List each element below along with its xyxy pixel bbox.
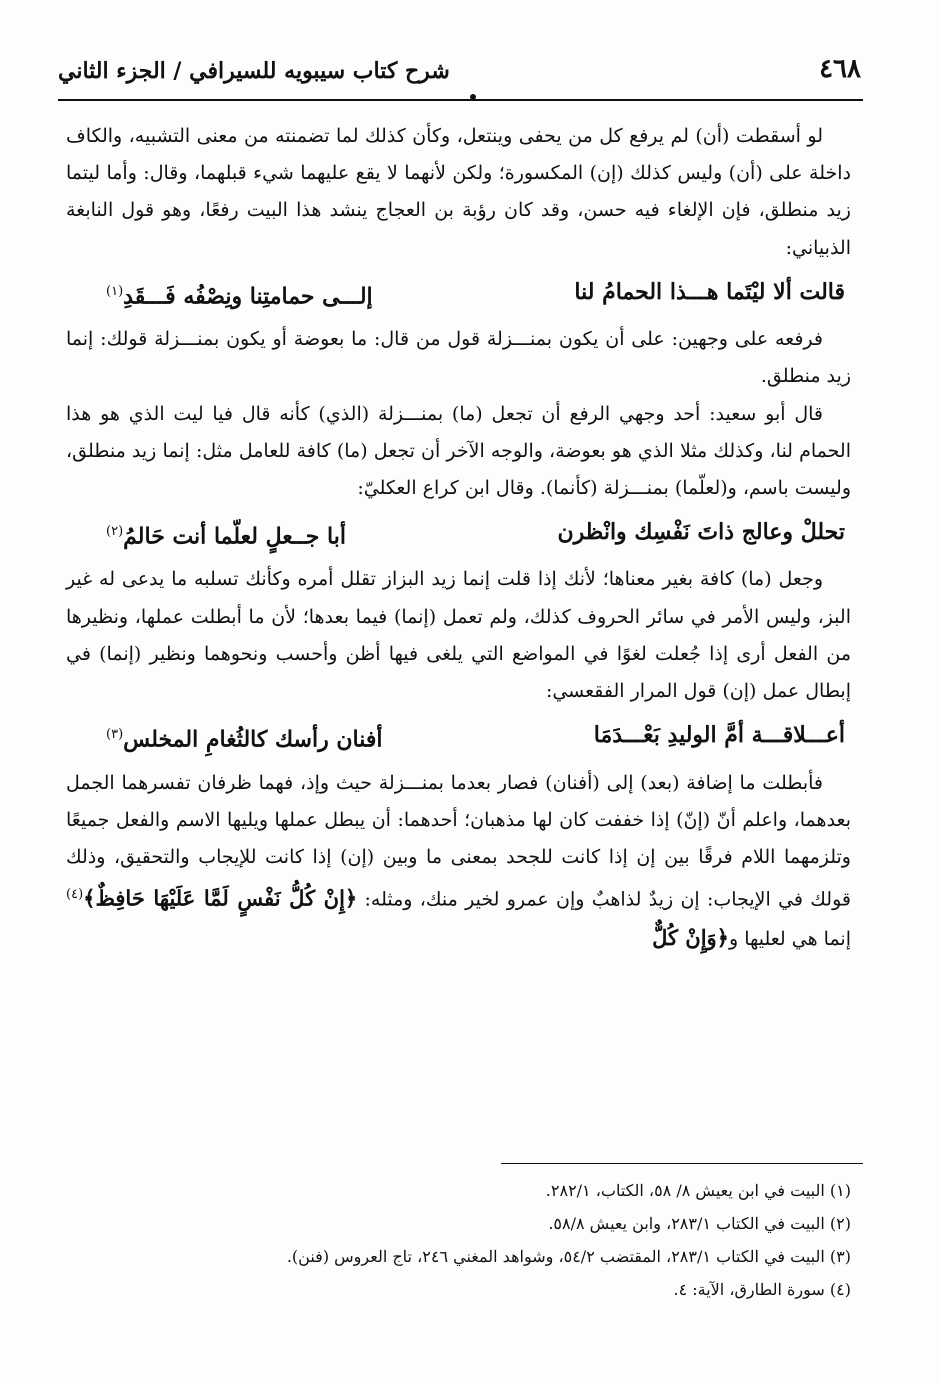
paragraph-2: فرفعه على وجهين: على أن يكون بمنـــزلة قول من قال: ما بعوضة أو يكون بمنـــزلة قولك: إنما زيد منطلق. <box>66 328 851 388</box>
running-title: شرح كتاب سيبويه للسيرافي / الجزء الثاني <box>58 58 450 84</box>
verse-3 <box>66 716 851 758</box>
page-number: ٤٦٨ <box>819 54 861 84</box>
paragraph-5 <box>66 765 851 958</box>
footnotes <box>66 1176 851 1308</box>
page-header <box>58 50 861 100</box>
paragraph-5-tail: إنما هي لعليها و <box>728 927 851 950</box>
paragraph-3: قال أبو سعيد: أحد وجهي الرفع أن تجعل (ما) بمنـــزلة (الذي) كأنه قال فيا ليت الذي هو هذا الحمام لنا، وكذلك مثلا الذي هو بعوضة، والوجه الآخر أن تجعل (ما) كافة للعامل مثل: إنما زيد منطلق، وليست باسم، و(لعلّما) بمنـــزلة (كأنما). وقال ابن كراع العكليّ: <box>66 402 851 499</box>
verse-2 <box>66 513 851 555</box>
verse-1-second-hemistich: إلـــى حمامتِنا ونِصْفُه فَـــقَدِ$^{(١)}$ <box>106 283 373 310</box>
quran-quote-2: ﴿وَإِنْ كُلٌّ <box>652 924 729 950</box>
footnote-ref-1: (١) <box>106 283 124 299</box>
paragraph-5-text: فأبطلت ما إضافة (بعد) إلى (أفنان) فصار بعدما بمنـــزلة حيث وإذ، فهما ظرفان تفسرهما الجمل بعدهما، واعلم أنّ (إنّ) إذا خففت كان لها مذهبان؛ أحدهما: أن يبطل عملها ويليها الاسم والفعل جميعًا وتلزمهما اللام فرقًا بين إن إذا كانت للجحد بمعنى ما وبين (إن) إذا كانت للإيجاب والتحقيق، وذلك قولك في الإيجاب: إن زيدٌ لذاهبٌ وإن عمرو لخير منك، ومثله: <box>66 771 851 911</box>
footnote-rule <box>501 1163 863 1164</box>
verse-2-first-hemistich: تحللْ وعالج ذاتَ نَفْسِك وانْظرن <box>557 519 845 546</box>
paragraph-1: لو أسقطت (أن) لم يرفع كل من يحفى وينتعل، وكأن كذلك لما تضمنته من معنى التشبيه، والكاف داخلة على (أن) وليس كذلك (إن) المكسورة؛ ولكن لأنهما لا يقع عليهما شيء قبلهما، وقال: وأما ليتما زيد منطلق، فإن الإلغاء فيه حسن، وقد كان رؤبة بن العجاج ينشد هذا البيت رفعًا، وهو قول النابغة الذبياني: <box>66 125 851 259</box>
verse-1-first-hemistich: قالت ألا ليْتَما هـــذا الحمامُ لنا <box>574 278 845 305</box>
footnote-3: (٣) البيت في الكتاب ٢٨٣/١، المقتضب ٥٤/٢، وشواهد المغني ٢٤٦، تاج العروس (فنن). <box>286 1247 851 1266</box>
verse-3-second-hemistich: أفنان رأسك كالثُغامِ المخلس$^{(٣)}$ <box>106 726 383 753</box>
verse-1 <box>66 273 851 315</box>
verse-2-second-hemistich: أبا جــعلٍ لعلّما أنت حَالمُ$^{(٢)}$ <box>106 523 346 550</box>
footnote-4: (٤) سورة الطارق، الآية: ٤. <box>673 1280 851 1299</box>
footnote-ref-2: (٢) <box>106 524 124 540</box>
paragraph-4: وجعل (ما) كافة بغير معناها؛ لأنك إذا قلت إنما زيد البزاز تقلل أمره وكأنك تسلبه ما يدعى له غير البز، وليس الأمر في سائر الحروف كذلك، ولم تعمل (إنما) فيما بعدها؛ لأن ما أبطلت عملها، ونظيرها من الفعل أرى إذا جُعلت لغوًا في المواضع التي يلغى فيها أظن وأحسب ونحوهما ونظير (إنما) في إبطال عمل (إن) قول المرار الفقعسي: <box>66 568 851 703</box>
footnote-1: (١) البيت في ابن يعيش ٨/ ٥٨، الكتاب، ٢٨٢/١. <box>545 1181 851 1200</box>
footnote-2: (٢) البيت في الكتاب ٢٨٣/١، وابن يعيش ٥٨/٨. <box>548 1214 851 1233</box>
header-rule <box>58 99 863 101</box>
main-text <box>66 118 851 958</box>
footnote-ref-3: (٣) <box>106 727 124 743</box>
footnote-ref-4: (٤) <box>66 887 84 903</box>
verse-3-first-hemistich: أعـــلاقـــة أمَّ الوليدِ بَعْـــدَمَا <box>593 722 845 749</box>
header-dot <box>470 94 476 100</box>
quran-quote: ﴿إِنْ كُلُّ نَفْسٍ لَمَّا عَلَيْهَا حَافِظٌ﴾ <box>83 885 358 911</box>
